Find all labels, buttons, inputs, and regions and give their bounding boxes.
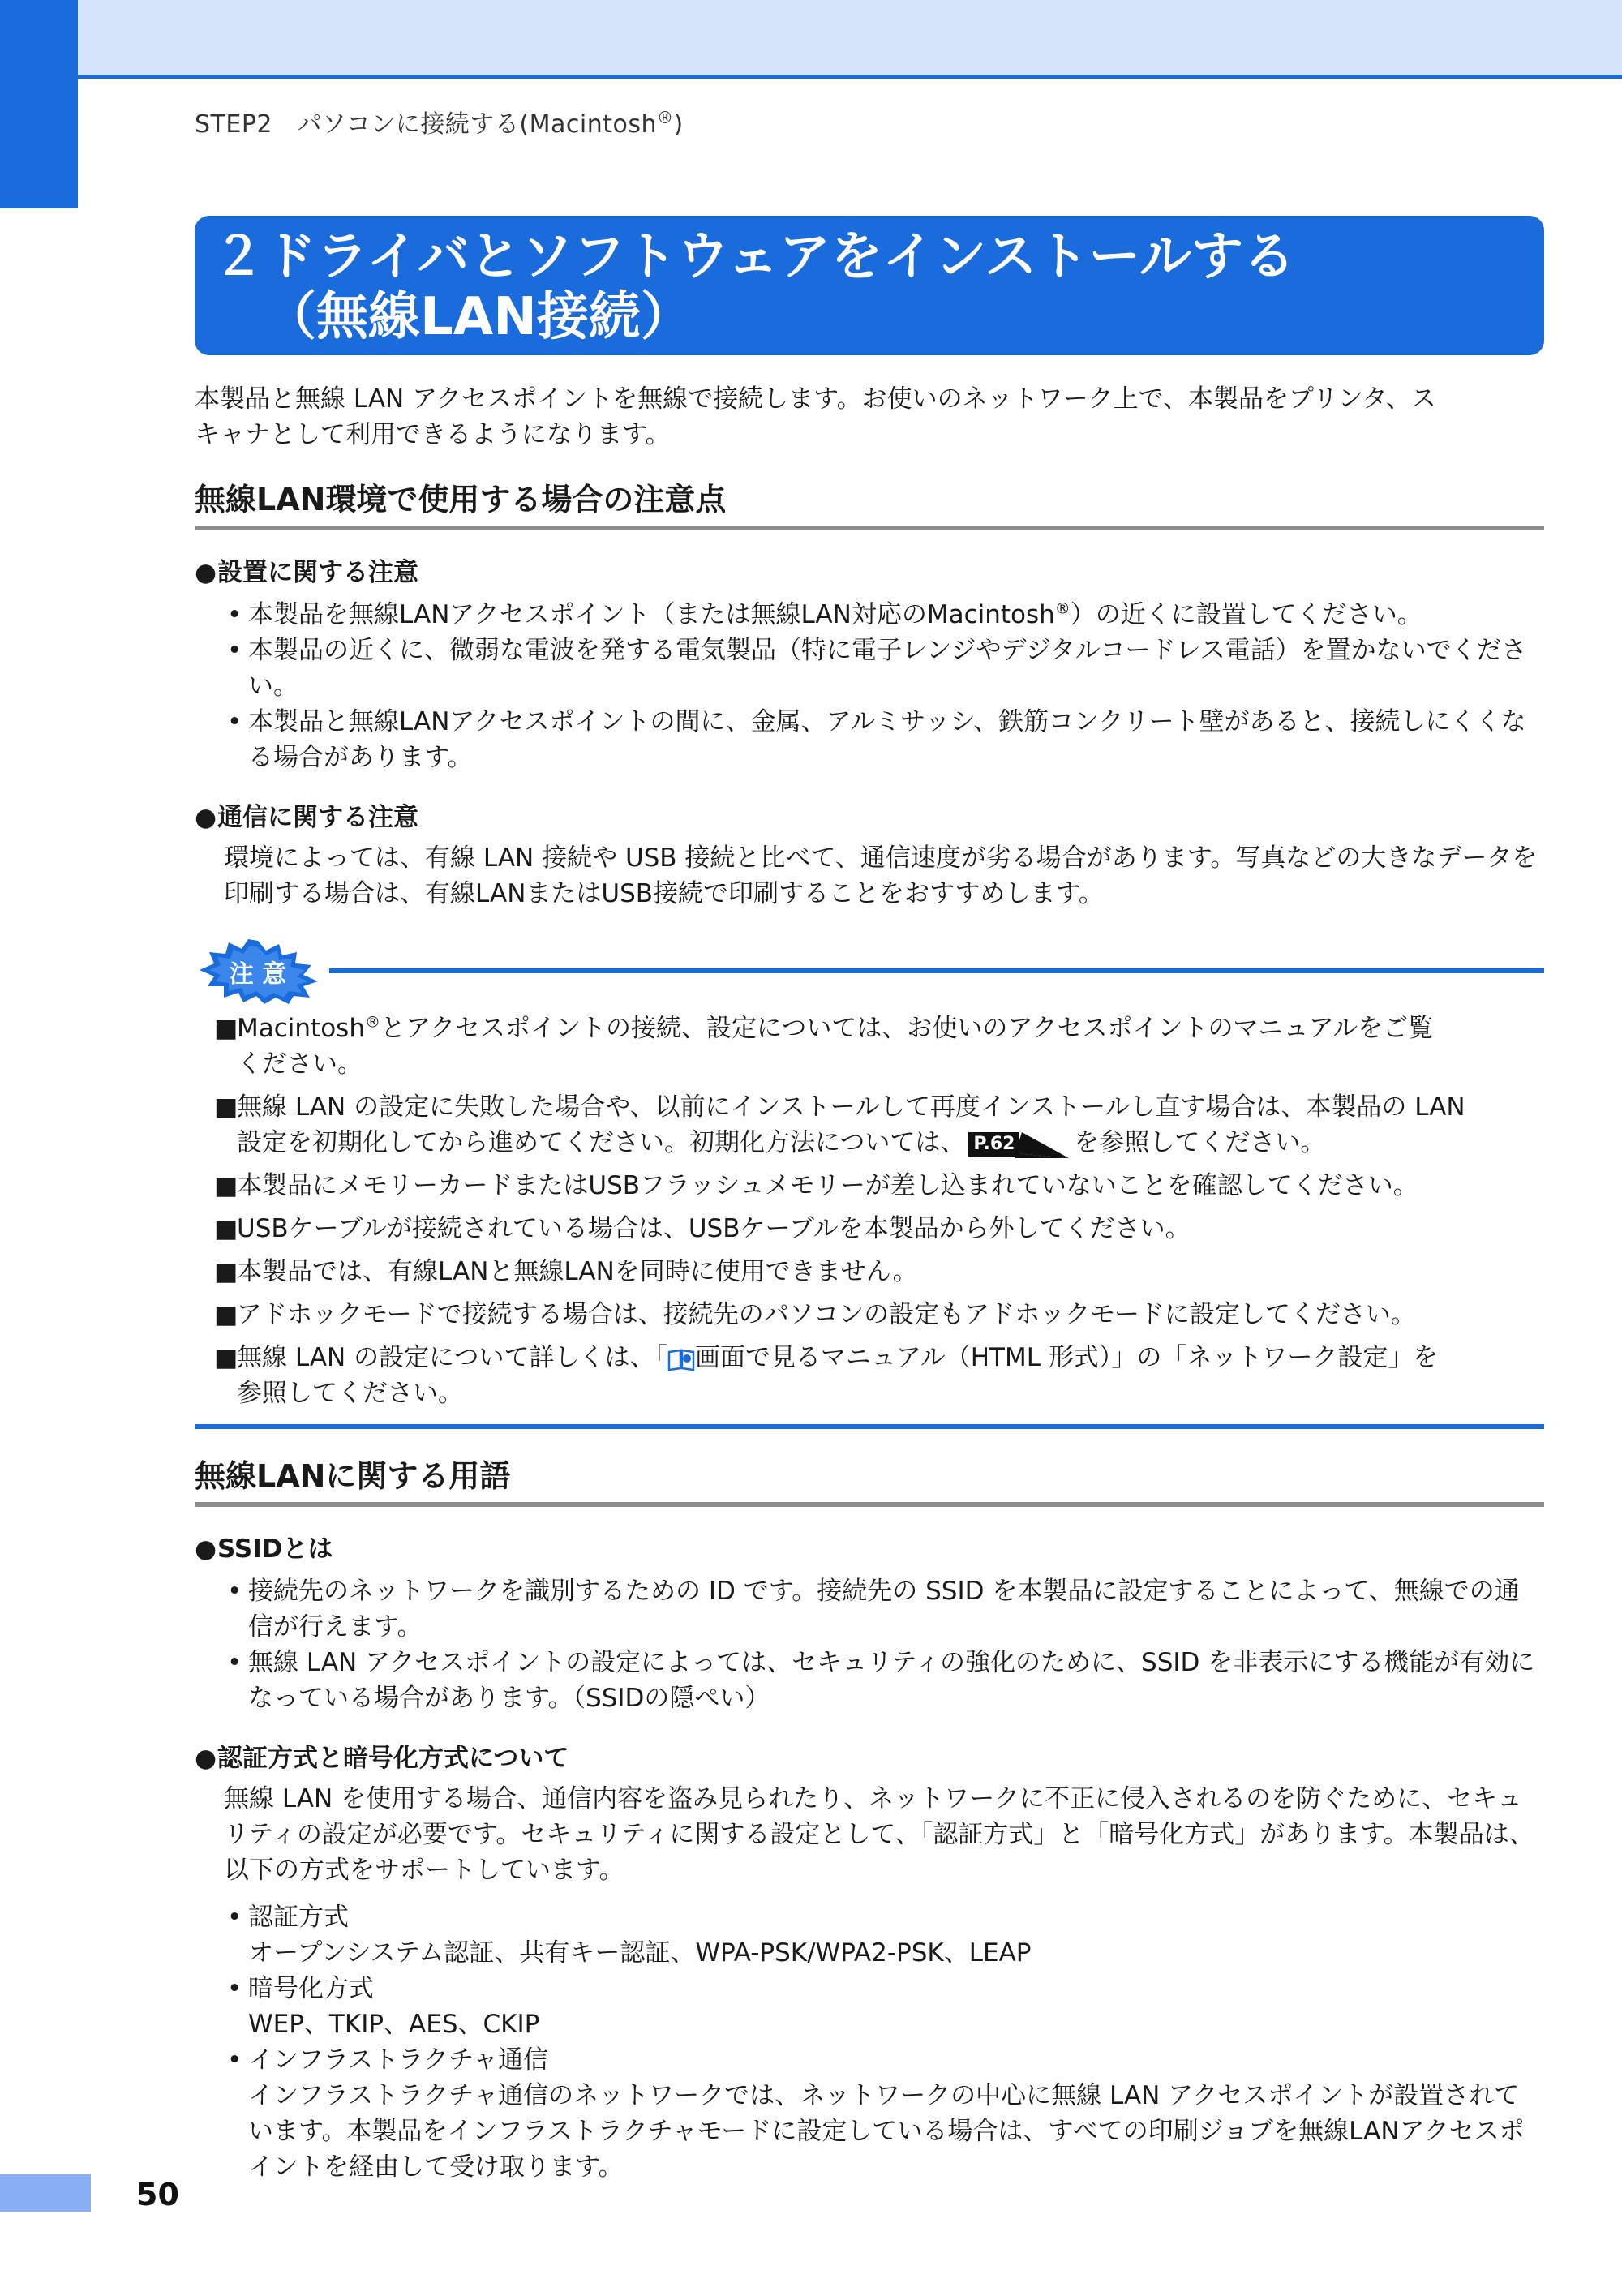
auth-heading-text: 認証方式と暗号化方式について [217,1744,569,1773]
caution-text: 設定を初期化してから進めてください。初期化方法については、 [237,1128,966,1157]
square-bullet: ■ [214,1171,238,1200]
auth-heading [195,1740,1544,1776]
caution-item [214,1340,1544,1411]
step-label: STEP2 パソコンに接続する(Macintosh [195,110,657,139]
methods-list [195,1899,1544,2185]
caution-badge-label: 注 意 [229,960,287,989]
step-suffix: ) [673,110,684,139]
title-line-2: （無線LAN接続） [264,287,693,347]
footer-bar [0,2174,91,2212]
page-reference-label: P.62 [968,1132,1019,1157]
auth-paragraph: 無線 LAN を使用する場合、通信内容を盗み見られたり、ネットワークに不正に侵入されるのを防ぐために、セキュリティの設定が必要です。セキュリティに関する設定として、「認証方式」と「暗号化方式」があります。本製品は、以下の方式をサポートしています。 [224,1784,1534,1885]
list-item: • 本製品の近くに、微弱な電波を発する電気製品（特に電子レンジやデジタルコードレス電話）を置かないでください。 [224,633,1544,704]
square-bullet: ■ [214,1092,238,1122]
caution-text: USBケーブルが接続されている場合は、USBケーブルを本製品から外してください。 [237,1214,1191,1243]
list-item-text-a: 本製品を無線LANアクセスポイント（または無線LAN対応のMacintosh [248,600,1055,629]
list-item: • 無線 LAN アクセスポイントの設定によっては、セキュリティの強化のために、SSID を非表示にする機能が有効になっている場合があります。（SSIDの隠ぺい） [224,1645,1544,1716]
square-bullet: ■ [214,1014,238,1043]
method-label: • 暗号化方式 [248,1974,374,2003]
ssid-heading-text: SSIDとは [217,1534,333,1564]
page-reference-link[interactable] [968,1131,1071,1158]
method-detail: オープンシステム認証、共有キー認証、WPA-PSK/WPA2-PSK、LEAP [248,1938,1032,1968]
caution-item [214,1168,1544,1204]
list-item: • 接続先のネットワークを識別するための ID です。接続先の SSID を本製品に設定することによって、無線での通信が行えます。 [224,1573,1544,1645]
square-bullet: ■ [214,1257,238,1286]
caution-end-rule [195,1424,1544,1429]
square-bullet: ■ [214,1300,238,1329]
method-detail: WEP、TKIP、AES、CKIP [248,2010,540,2039]
comm-heading-text: 通信に関する注意 [217,803,418,832]
caution-rule [329,968,1544,973]
bullet-dot: ● [195,558,217,587]
ssid-list [195,1573,1544,1716]
section-heading-terms: 無線LANに関する用語 [195,1458,1544,1507]
caution-item [214,1211,1544,1247]
list-item: • 本製品と無線LANアクセスポイントの間に、金属、アルミサッシ、鉄筋コンクリート壁があると、接続しにくくなる場合があります。 [224,704,1544,775]
main-content [195,381,1544,2185]
bullet-dot: ● [195,1744,217,1773]
list-item [224,597,1544,633]
page-title [195,216,1544,355]
caution-text: を参照してください。 [1074,1128,1326,1157]
title-line-1: ２ドライバとソフトウェアをインストールする [212,227,1296,287]
arrow-icon [1015,1131,1069,1158]
install-heading [195,555,1544,590]
page-number: 50 [136,2177,179,2212]
top-band [0,0,1622,75]
square-bullet: ■ [214,1343,238,1372]
caution-item [214,1297,1544,1333]
caution-text-cont: 参照してください。 [237,1379,463,1408]
caution-text: アドホックモードで接続する場合は、接続先のパソコンの設定もアドホックモードに設定してください。 [237,1300,1416,1329]
square-bullet: ■ [214,1214,238,1243]
list-item-text-b: ）の近くに設置してください。 [1070,600,1422,629]
caution-text: 本製品にメモリーカードまたはUSBフラッシュメモリーが差し込まれていないことを確認してください。 [237,1171,1418,1200]
top-rule [78,75,1622,79]
caution-text-cont: ください。 [237,1049,363,1079]
caution-text: 無線 LAN の設定に失敗した場合や、以前にインストールして再度インストールし直す場合は、本製品の LAN [237,1092,1465,1122]
list-item [224,1899,1544,1971]
comm-paragraph: 環境によっては、有線 LAN 接続や USB 接続と比べて、通信速度が劣る場合があります。写真などの大きなデータを印刷する場合は、有線LANまたはUSB接続で印刷することをおすすめします。 [224,843,1538,908]
bullet-dot: ● [195,1534,217,1564]
install-list [195,597,1544,775]
registered-mark: ® [364,1013,380,1032]
caution-item [214,1011,1544,1082]
manual-book-icon [667,1347,695,1371]
section-heading-precautions: 無線LAN環境で使用する場合の注意点 [195,482,1544,530]
caution-text: 画面で見るマニュアル（HTML 形式）」の「ネットワーク設定」を [694,1343,1439,1372]
caution-text-cont [214,1125,1544,1161]
intro-paragraph [195,381,1544,453]
install-heading-text: 設置に関する注意 [217,558,418,587]
method-label: • 認証方式 [248,1903,349,1932]
list-item [224,1971,1544,2042]
registered-mark: ® [1054,599,1071,618]
caution-text: Macintosh [237,1014,365,1043]
list-item [224,2042,1544,2185]
registered-mark: ® [656,108,674,127]
caution-item [214,1089,1544,1161]
step-header [195,104,684,139]
comm-heading [195,800,1544,835]
intro-line-2: キャナとして利用できるようになります。 [195,420,671,449]
intro-line-1: 本製品と無線 LAN アクセスポイントを無線で接続します。お使いのネットワーク上で、本製品をプリンタ、ス [195,384,1436,414]
ssid-heading [195,1531,1544,1567]
caution-item [214,1254,1544,1290]
caution-header [195,939,1544,1004]
bullet-dot: ● [195,803,217,832]
caution-text: 本製品では、有線LANと無線LANを同時に使用できません。 [237,1257,918,1286]
chapter-tab [0,0,78,208]
caution-badge-icon [195,939,321,1004]
caution-text: とアクセスポイントの接続、設定については、お使いのアクセスポイントのマニュアルをご覧 [380,1014,1434,1043]
method-detail: インフラストラクチャ通信のネットワークでは、ネットワークの中心に無線 LAN アクセスポイントが設置されています。本製品をインフラストラクチャモードに設定している場合は、すべての印刷ジョブを無線LANアクセスポイントを経由して受け取ります。 [248,2081,1525,2182]
caution-list [195,1011,1544,1411]
method-label: • インフラストラクチャ通信 [248,2045,549,2075]
caution-text: 無線 LAN の設定について詳しくは、「 [237,1343,667,1372]
